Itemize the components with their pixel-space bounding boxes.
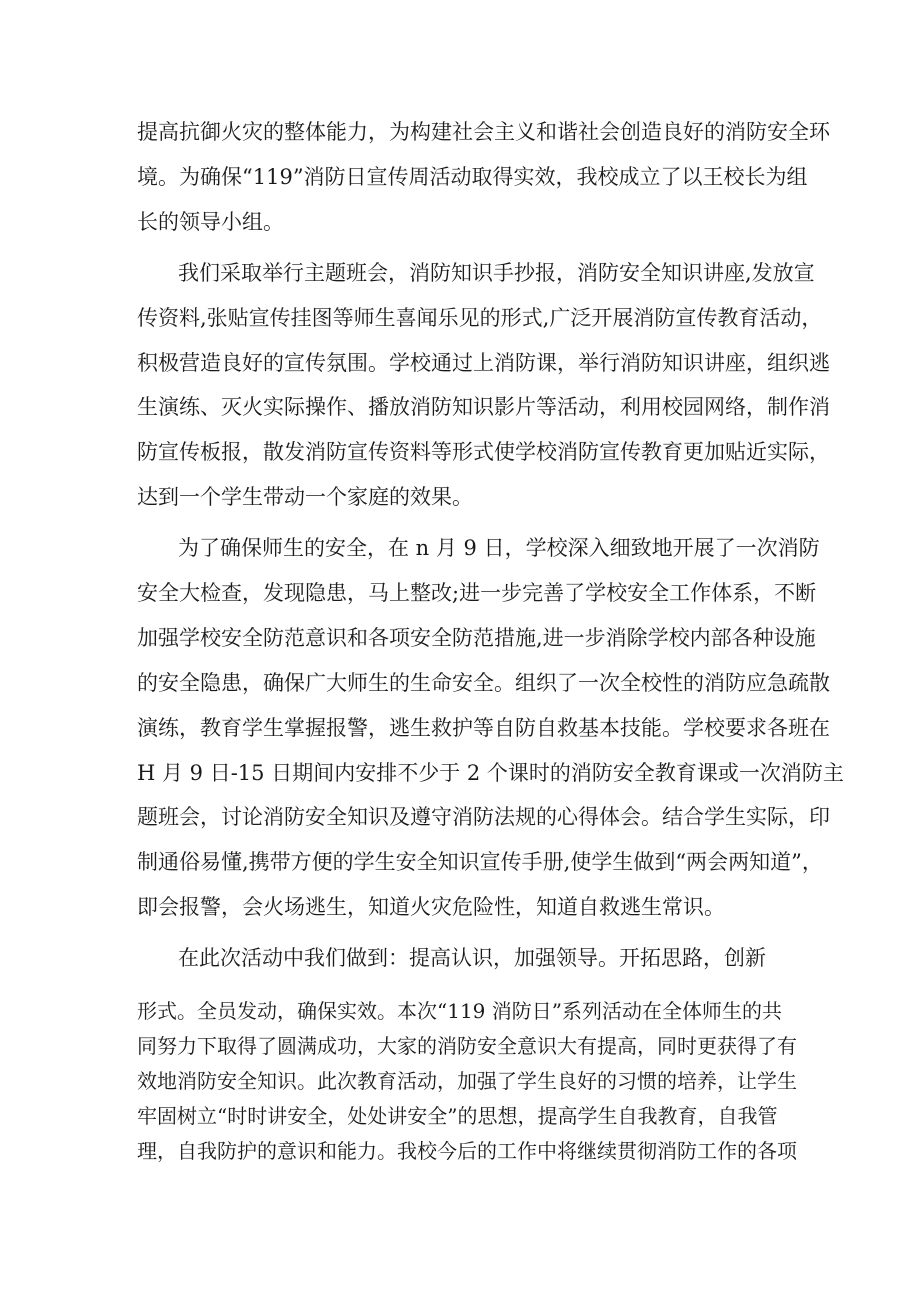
text-line: 的安全隐患，确保广大师生的生命安全。组织了一次全校性的消防应急疏散: [137, 671, 830, 695]
text-line: 效地消防安全知识。此次教育活动，加强了学生良好的习惯的培养，让学生: [137, 1069, 797, 1093]
text-line: 长的领导小组。: [137, 210, 284, 234]
text-line: 我们采取举行主题班会，消防知识手抄报，消防安全知识讲座,发放宣: [178, 261, 815, 285]
text-line: 题班会，讨论消防安全知识及遵守消防法规的心得体会。结合学生实际，印: [137, 805, 830, 829]
text-line: 境。为确保“119”消防日宣传周活动取得实效，我校成立了以王校长为组: [137, 165, 808, 189]
text-line: 演练，教育学生掌握报警，逃生救护等自防自救基本技能。学校要求各班在: [137, 716, 830, 740]
text-line: 同努力下取得了圆满成功，大家的消防安全意识大有提高，同时更获得了有: [137, 1034, 797, 1058]
text-line: 安全大检查，发现隐患，马上整改;进一步完善了学校安全工作体系，不断: [137, 581, 817, 605]
text-line: 达到一个学生带动一个家庭的效果。: [137, 485, 473, 509]
text-line: 防宣传板报，散发消防宣传资料等形式使学校消防宣传教育更加贴近实际，: [137, 440, 830, 464]
text-line: 理，自我防护的意识和能力。我校今后的工作中将继续贯彻消防工作的各项: [137, 1139, 797, 1163]
text-line: 为了确保师生的安全，在 n 月 9 日，学校深入细致地开展了一次消防: [178, 536, 820, 560]
text-line: 提高抗御火灾的整体能力，为构建社会主义和谐社会创造良好的消防安全环: [137, 120, 830, 144]
text-line: 生演练、灭火实际操作、播放消防知识影片等活动，利用校园网络，制作消: [137, 395, 830, 419]
text-line: 形式。全员发动，确保实效。本次“119 消防日”系列活动在全体师生的共: [137, 999, 782, 1023]
text-line: 传资料,张贴宣传挂图等师生喜闻乐见的形式,广泛开展消防宣传教育活动，: [137, 306, 823, 330]
text-line: 加强学校安全防范意识和各项安全防范措施,进一步消除学校内部各种设施: [137, 626, 816, 650]
text-line: 积极营造良好的宣传氛围。学校通过上消防课，举行消防知识讲座，组织逃: [137, 351, 830, 375]
text-line: 在此次活动中我们做到：提高认识，加强领导。开拓思路，创新: [178, 946, 766, 970]
text-line: H 月 9 日-15 日期间内安排不少于 2 个课时的消防安全教育课或一次消防主: [137, 761, 844, 785]
text-line: 制通俗易懂,携带方便的学生安全知识宣传手册,使学生做到“两会两知道”，: [137, 850, 823, 874]
text-line: 即会报警，会火场逃生，知道火灾危险性，知道自救逃生常识。: [137, 895, 725, 919]
text-line: 牢固树立“时时讲安全，处处讲安全”的思想，提高学生自我教育，自我管: [137, 1104, 778, 1128]
